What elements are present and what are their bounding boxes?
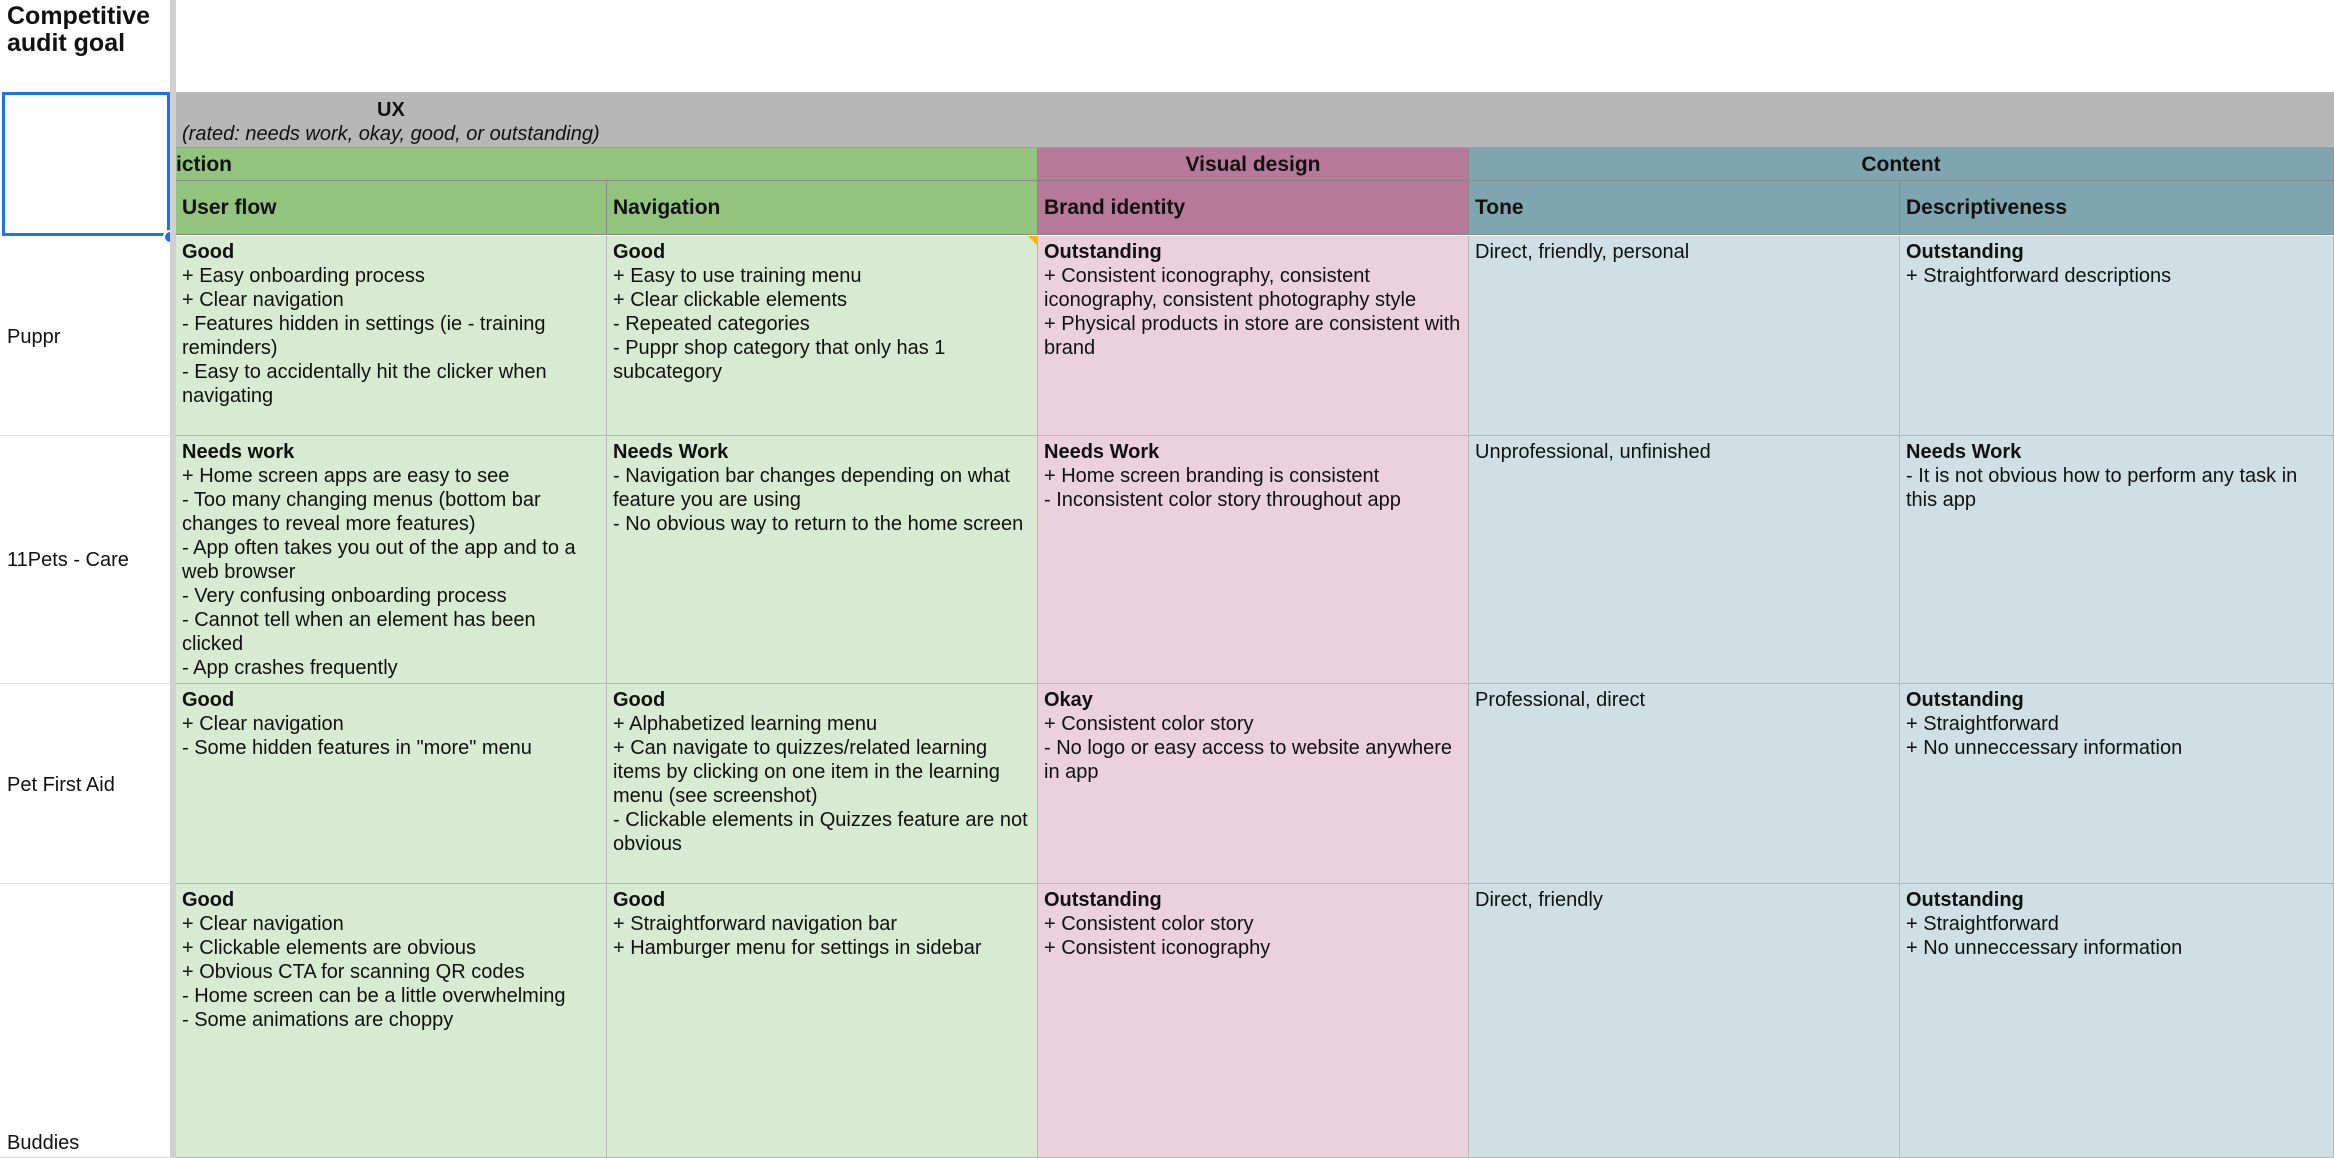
rating-label: Good [182,241,235,263]
cell-text-line: + No unneccessary information [1906,737,2183,759]
cell-11pets-care-navigation[interactable] [607,436,1038,684]
selected-cell[interactable] [2,92,170,236]
cell-text-line: - Clickable elements in Quizzes feature are not obvious [613,809,1028,855]
competitive-audit-goal-title[interactable]: Competitive audit goal [7,2,151,57]
cell-text-line: + Home screen apps are easy to see [182,465,510,487]
cell-puppr-tone[interactable] [1469,236,1900,436]
row-divider [0,435,170,436]
cell-puppr-user-flow[interactable] [176,236,607,436]
cell-text-line: - Cannot tell when an element has been clicked [182,609,536,655]
rating-label: Good [182,889,235,911]
rating-label: Good [613,241,666,263]
rating-label: Good [182,689,235,711]
rating-label: Good [613,689,666,711]
cell-text-line: - Home screen can be a little overwhelming [182,985,566,1007]
row-header-buddies[interactable]: Buddies [7,1132,80,1154]
cell-text-line: Professional, direct [1475,689,1646,711]
rating-label: Outstanding [1906,241,2024,263]
cell-text-line: + Straightforward [1906,913,2059,935]
cell-text-line: + Obvious CTA for scanning QR codes [182,961,525,983]
cell-text-line: - App often takes you out of the app and to a web browser [182,537,576,583]
cell-buddies-descriptiveness[interactable] [1900,884,2334,1158]
cell-text-line: + Easy to use training menu [613,265,862,287]
cell-text-line: + Alphabetized learning menu [613,713,878,735]
row-header-puppr[interactable]: Puppr [7,326,61,348]
cell-text-line: - Some animations are choppy [182,1009,454,1031]
cell-buddies-navigation[interactable] [607,884,1038,1158]
cell-text-line: + Clear navigation [182,713,344,735]
cell-text-line: + Consistent iconography [1044,937,1271,959]
cell-text-line: + Can navigate to quizzes/related learning items by clicking on one item in the learning menu (see screenshot) [613,737,1000,807]
cell-text-line: + Easy onboarding process [182,265,425,287]
cell-text-line: + Clear navigation [182,289,344,311]
cell-text-line: + Consistent color story [1044,913,1254,935]
cell-puppr-navigation[interactable] [607,236,1038,436]
cell-text-line: + Clickable elements are obvious [182,937,477,959]
cell-text-line: + Straightforward navigation bar [613,913,898,935]
cell-pet-first-aid-descriptiveness[interactable] [1900,684,2334,884]
rating-label: Needs Work [613,441,729,463]
cell-puppr-descriptiveness[interactable] [1900,236,2334,436]
rating-label: Needs Work [1044,441,1160,463]
rating-label: Outstanding [1906,689,2024,711]
cell-text-line: - It is not obvious how to perform any task in this app [1906,465,2298,511]
cell-text-line: - Navigation bar changes depending on what feature you are using [613,465,1010,511]
rating-label: Okay [1044,689,1093,711]
column-header-descriptiveness[interactable]: Descriptiveness [1900,181,2334,235]
cell-11pets-care-brand-identity[interactable] [1038,436,1469,684]
cell-pet-first-aid-user-flow[interactable] [176,684,607,884]
cell-text-line: + No unneccessary information [1906,937,2183,959]
group-header-function[interactable]: iction [176,148,1038,181]
cell-text-line: - Repeated categories [613,313,810,335]
cell-11pets-care-tone[interactable] [1469,436,1900,684]
cell-text-line: Unprofessional, unfinished [1475,441,1711,463]
cell-text-line: + Physical products in store are consistent with brand [1044,313,1461,359]
column-header-user-flow[interactable]: User flow [176,181,607,235]
cell-text-line: - Inconsistent color story throughout app [1044,489,1401,511]
cell-text-line: + Consistent iconography, consistent iconography, consistent photography style [1044,265,1417,311]
cell-text-line: + Home screen branding is consistent [1044,465,1380,487]
cell-text-line: - Easy to accidentally hit the clicker when navigating [182,361,547,407]
row-header-pet-first-aid[interactable]: Pet First Aid [7,774,115,796]
cell-pet-first-aid-brand-identity[interactable] [1038,684,1469,884]
cell-11pets-care-descriptiveness[interactable] [1900,436,2334,684]
column-header-brand-identity[interactable]: Brand identity [1038,181,1469,235]
cell-text-line: + Consistent color story [1044,713,1254,735]
cell-text-line: + Hamburger menu for settings in sidebar [613,937,982,959]
cell-buddies-tone[interactable] [1469,884,1900,1158]
rating-label: Outstanding [1906,889,2024,911]
ux-header-title: UX [377,99,405,121]
cell-pet-first-aid-navigation[interactable] [607,684,1038,884]
cell-buddies-user-flow[interactable] [176,884,607,1158]
cell-text-line: - Some hidden features in "more" menu [182,737,532,759]
rating-label: Good [613,889,666,911]
comment-indicator-icon[interactable] [1028,236,1037,245]
cell-text-line: - Too many changing menus (bottom bar changes to reveal more features) [182,489,541,535]
ux-header-subtitle: (rated: needs work, okay, good, or outstanding) [182,123,600,145]
cell-text-line: - Puppr shop category that only has 1 subcategory [613,337,946,383]
group-header-visual-design[interactable]: Visual design [1038,148,1469,181]
cell-text-line: - App crashes frequently [182,657,398,679]
cell-puppr-brand-identity[interactable] [1038,236,1469,436]
cell-text-line: - Features hidden in settings (ie - training reminders) [182,313,546,359]
column-header-navigation[interactable]: Navigation [607,181,1038,235]
row-divider [0,683,170,684]
cell-11pets-care-user-flow[interactable] [176,436,607,684]
group-header-content[interactable]: Content [1469,148,2334,181]
rating-label: Needs Work [1906,441,2022,463]
cell-text-line: - Very confusing onboarding process [182,585,507,607]
cell-text-line: - No obvious way to return to the home screen [613,513,1024,535]
cell-text-line: Direct, friendly [1475,889,1603,911]
cell-text-line: - No logo or easy access to website anywhere in app [1044,737,1452,783]
cell-text-line: + Straightforward [1906,713,2059,735]
cell-buddies-brand-identity[interactable] [1038,884,1469,1158]
cell-text-line: + Clear navigation [182,913,344,935]
rating-label: Needs work [182,441,295,463]
row-header-11pets-care[interactable]: 11Pets - Care [7,549,129,571]
column-header-tone[interactable]: Tone [1469,181,1900,235]
rating-label: Outstanding [1044,889,1162,911]
cell-text-line: + Clear clickable elements [613,289,847,311]
rating-label: Outstanding [1044,241,1162,263]
cell-pet-first-aid-tone[interactable] [1469,684,1900,884]
cell-text-line: + Straightforward descriptions [1906,265,2172,287]
cell-text-line: Direct, friendly, personal [1475,241,1690,263]
row-divider [0,883,170,884]
